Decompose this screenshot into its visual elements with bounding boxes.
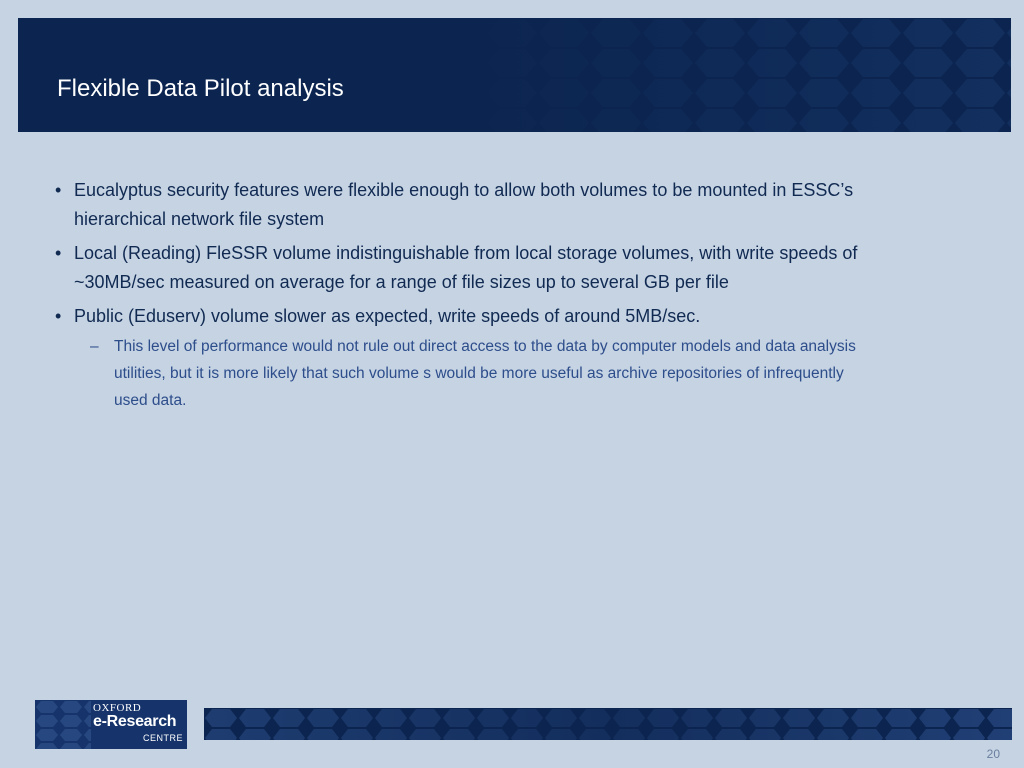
bullet-marker: • (55, 306, 62, 326)
page-number: 20 (986, 747, 1000, 761)
bullet-marker: • (55, 243, 62, 263)
bullet-item (55, 176, 875, 234)
logo-centre-text: CENTRE (142, 733, 183, 743)
bullet-text: Public (Eduserv) volume slower as expected, write speeds of around 5MB/sec. (74, 306, 701, 326)
sub-bullet-marker: – (90, 338, 99, 355)
footer-bar (204, 708, 1012, 740)
sub-bullet-text: This level of performance would not rule out direct access to the data by computer models and data analysis utilities, but it is more likely that such volume s would be more useful as archive repositories of infrequently used data. (114, 338, 856, 409)
title-bar (18, 18, 1011, 132)
bullet-item (55, 302, 875, 331)
oxford-eresearch-logo (35, 700, 187, 749)
logo-eresearch-text: e-Research (93, 713, 177, 730)
sub-bullet-item (90, 333, 875, 414)
bullet-marker: • (55, 180, 62, 200)
slide-title: Flexible Data Pilot analysis (57, 75, 344, 102)
slide-content (55, 176, 875, 414)
bullet-text: Local (Reading) FleSSR volume indistinguishable from local storage volumes, with write speeds of ~30MB/sec measured on average for a range of file sizes up to several GB per file (74, 243, 858, 292)
bullet-item (55, 239, 875, 297)
bullet-text: Eucalyptus security features were flexible enough to allow both volumes to be mounted in ESSC’s hierarchical network file system (74, 180, 854, 229)
logo-oxford-text: OXFORD (93, 702, 142, 714)
footer-hexagon-pattern-decoration (204, 708, 1012, 740)
